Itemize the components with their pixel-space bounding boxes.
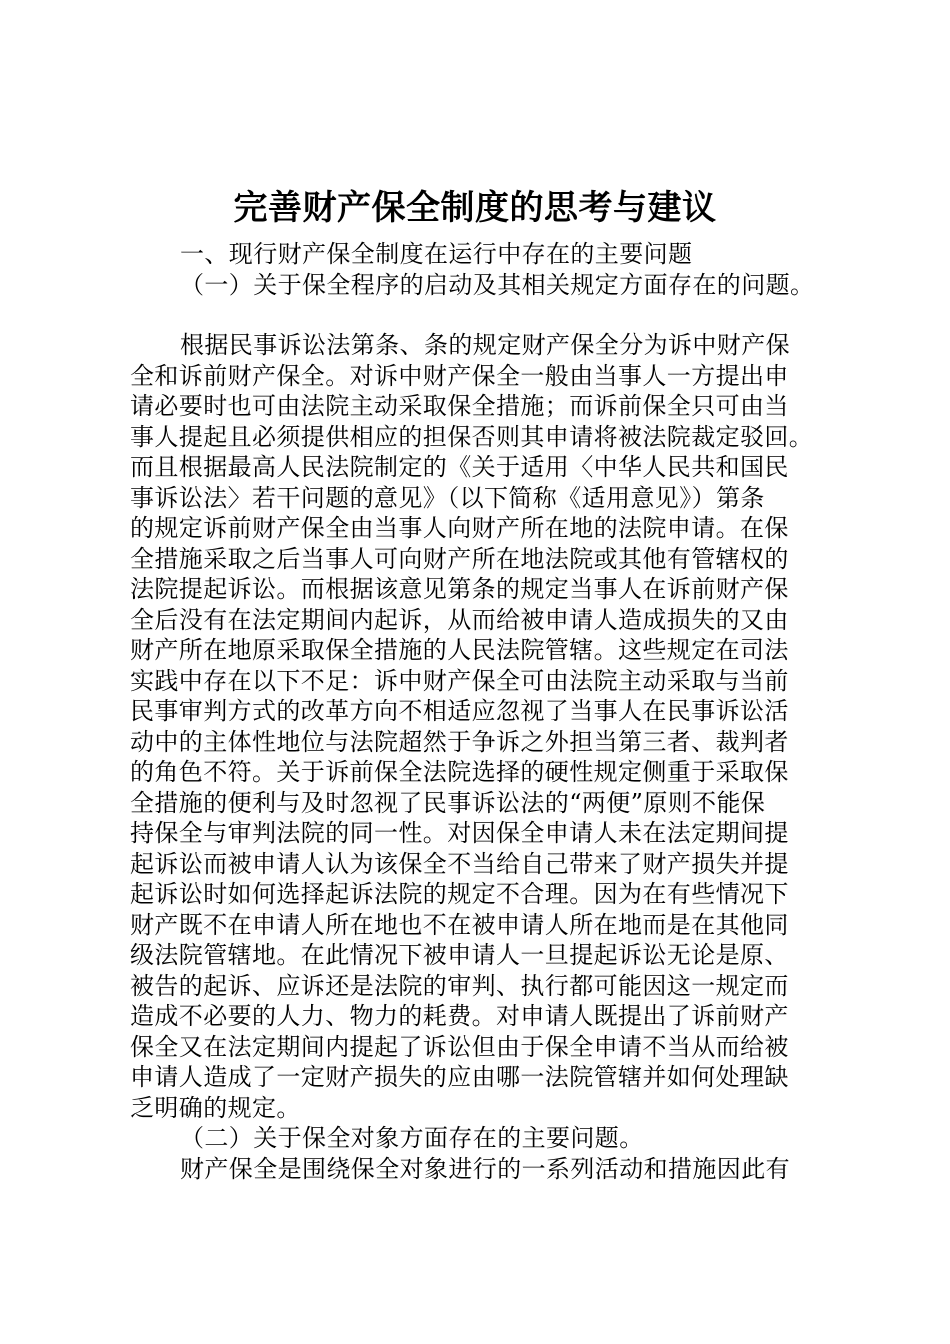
paragraph-line: 财产保全是围绕保全对象进行的一系列活动和措施因此有 xyxy=(180,1155,790,1183)
paragraph-line: 造成不必要的人力、物力的耗费。对申请人既提出了诉前财产 xyxy=(130,1002,789,1030)
paragraph-line: 被告的起诉、应诉还是法院的审判、执行都可能因这一规定而 xyxy=(130,972,789,1000)
subsection-heading: （二）关于保全对象方面存在的主要问题。 xyxy=(180,1124,644,1152)
paragraph-line: 根据民事诉讼法第条、条的规定财产保全分为诉中财产保 xyxy=(180,331,790,359)
paragraph-line: 起诉讼而被申请人认为该保全不当给自己带来了财产损失并提 xyxy=(130,850,789,878)
paragraph-line: 级法院管辖地。在此情况下被申请人一旦提起诉讼无论是原、 xyxy=(130,941,789,969)
document-title: 完善财产保全制度的思考与建议 xyxy=(233,188,717,228)
paragraph-line: 事人提起且必须提供相应的担保否则其申请将被法院裁定驳回。 xyxy=(130,423,814,451)
paragraph-line: 的规定诉前财产保全由当事人向财产所在地的法院申请。在保 xyxy=(130,514,789,542)
paragraph-line: 法院提起诉讼。而根据该意见第条的规定当事人在诉前财产保 xyxy=(130,575,789,603)
paragraph-line: 起诉讼时如何选择起诉法院的规定不合理。因为在有些情况下 xyxy=(130,880,789,908)
subsection-heading: （一）关于保全程序的启动及其相关规定方面存在的问题。 xyxy=(180,271,815,299)
paragraph-line: 的角色不符。关于诉前保全法院选择的硬性规定侧重于采取保 xyxy=(130,758,789,786)
paragraph-line: 动中的主体性地位与法院超然于争诉之外担当第三者、裁判者 xyxy=(130,728,789,756)
paragraph-line: 而且根据最高人民法院制定的《关于适用〈中华人民共和国民 xyxy=(130,453,789,481)
paragraph-line: 全措施采取之后当事人可向财产所在地法院或其他有管辖权的 xyxy=(130,545,789,573)
paragraph-line: 乏明确的规定。 xyxy=(130,1094,301,1122)
paragraph-line: 财产既不在申请人所在地也不在被申请人所在地而是在其他同 xyxy=(130,911,789,939)
paragraph-line: 持保全与审判法院的同一性。对因保全申请人未在法定期间提 xyxy=(130,819,789,847)
paragraph-line: 申请人造成了一定财产损失的应由哪一法院管辖并如何处理缺 xyxy=(130,1063,789,1091)
paragraph-line: 财产所在地原采取保全措施的人民法院管辖。这些规定在司法 xyxy=(130,636,789,664)
paragraph-line: 实践中存在以下不足：诉中财产保全可由法院主动采取与当前 xyxy=(130,667,789,695)
paragraph-line: 保全又在法定期间内提起了诉讼但由于保全申请不当从而给被 xyxy=(130,1033,789,1061)
paragraph-line: 事诉讼法〉若干问题的意见》（以下简称《适用意见》）第条 xyxy=(130,484,765,512)
paragraph-line: 民事审判方式的改革方向不相适应忽视了当事人在民事诉讼活 xyxy=(130,697,789,725)
paragraph-line: 全后没有在法定期间内起诉，从而给被申请人造成损失的又由 xyxy=(130,606,789,634)
paragraph-line: 全和诉前财产保全。对诉中财产保全一般由当事人一方提出申 xyxy=(130,362,789,390)
section-heading: 一、现行财产保全制度在运行中存在的主要问题 xyxy=(180,240,693,268)
paragraph-line: 请必要时也可由法院主动采取保全措施；而诉前保全只可由当 xyxy=(130,392,789,420)
paragraph-line: 全措施的便利与及时忽视了民事诉讼法的“两便”原则不能保 xyxy=(130,789,766,817)
